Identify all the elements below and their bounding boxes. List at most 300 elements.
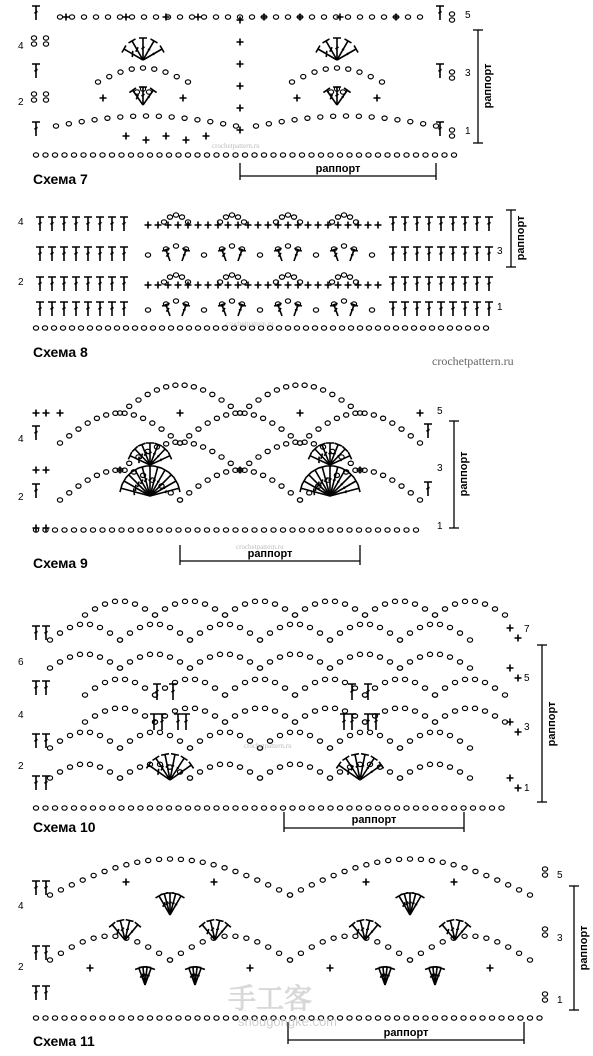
chain-stitch	[195, 118, 200, 122]
chain-stitch	[227, 652, 232, 656]
double-crochet	[143, 46, 164, 60]
scheme-10-row-4: 4	[18, 710, 24, 721]
chain-stitch	[145, 308, 150, 312]
chain-stitch	[173, 273, 178, 277]
chain-stitch	[233, 124, 238, 128]
chain-stitch	[207, 625, 212, 629]
chain-stitch	[284, 385, 289, 389]
chain-stitch	[225, 15, 230, 19]
double-crochet	[72, 247, 80, 261]
chain-stitch	[167, 215, 172, 219]
scheme-8-row-2: 2	[18, 277, 24, 288]
chain-stitch	[81, 153, 86, 157]
chain-stitch	[312, 70, 317, 74]
chain-stitch	[456, 326, 461, 330]
chain-stitch	[452, 709, 457, 713]
chain-stitch	[142, 607, 147, 611]
double-crochet	[425, 217, 433, 231]
double-crochet	[150, 714, 158, 730]
chain-stitch	[247, 631, 252, 635]
chain-stitch	[132, 680, 137, 684]
chain-stitch	[182, 677, 187, 681]
chain-stitch	[173, 299, 178, 303]
chain-stitch	[412, 709, 417, 713]
single-crochet	[245, 282, 252, 289]
scheme-7-horizontal-rapport: раппорт	[315, 163, 361, 175]
chain-stitch	[332, 599, 337, 603]
chain-stitch	[407, 958, 412, 962]
single-crochet	[235, 282, 242, 289]
chain-stitch	[145, 392, 150, 396]
chain-stitch	[480, 1016, 485, 1020]
chain-stitch	[289, 80, 294, 84]
chain-stitch	[201, 308, 206, 312]
chain-stitch	[127, 739, 132, 743]
chain-stitch	[462, 599, 467, 603]
chain-stitch	[33, 1016, 38, 1020]
chain-stitch	[233, 153, 238, 157]
chain-stitch	[69, 326, 74, 330]
chain-stitch	[205, 478, 210, 482]
chain-stitch	[397, 776, 402, 780]
chain-stitch	[407, 739, 412, 743]
chain-stitch	[92, 714, 97, 718]
chain-stitch	[100, 806, 105, 810]
chain-stitch	[317, 770, 322, 774]
chain-stitch	[495, 940, 500, 944]
single-crochet	[195, 222, 202, 229]
chain-stitch	[285, 213, 290, 217]
chain-stitch	[67, 655, 72, 659]
chain-stitch	[325, 421, 330, 425]
chain-stitch	[347, 153, 352, 157]
scheme-10-row-6: 6	[18, 657, 24, 668]
chain-stitch	[157, 528, 162, 532]
double-crochet	[473, 247, 481, 261]
chain-stitch	[257, 308, 262, 312]
chain-stitch	[390, 478, 395, 482]
single-crochet	[335, 282, 342, 289]
chain-stitch	[369, 308, 374, 312]
chain-stitch	[369, 115, 374, 119]
double-crochet	[32, 681, 40, 695]
chain-stitch	[353, 934, 358, 938]
chain-stitch	[173, 244, 178, 248]
single-crochet	[33, 467, 40, 474]
scheme-10-row-5: 5	[524, 673, 530, 684]
chain-stitch	[451, 806, 456, 810]
chain-stitch	[179, 215, 184, 219]
chain-stitch	[228, 461, 233, 465]
scheme-10-row-3: 3	[524, 722, 530, 733]
double-crochet	[122, 46, 143, 60]
chain-stitch	[347, 806, 352, 810]
chain-stitch	[204, 806, 209, 810]
chain-stitch	[292, 720, 297, 724]
chain-stitch	[318, 153, 323, 157]
chain-stitch	[467, 746, 472, 750]
chain-stitch	[33, 806, 38, 810]
chain-stitch	[266, 122, 271, 126]
double-crochet	[337, 46, 358, 60]
chain-stitch	[219, 455, 224, 459]
chain-stitch	[542, 867, 547, 871]
chain-stitch	[392, 677, 397, 681]
chain-stitch	[251, 470, 256, 474]
chain-stitch	[196, 484, 201, 488]
scheme-9-row-2: 2	[18, 492, 24, 503]
chain-stitch	[484, 936, 489, 940]
chain-stitch	[386, 858, 391, 862]
chain-stitch	[408, 434, 413, 438]
chain-stitch	[420, 326, 425, 330]
chain-stitch	[138, 1016, 143, 1020]
chain-stitch	[140, 416, 145, 420]
chain-stitch	[117, 638, 122, 642]
double-crochet	[84, 302, 92, 316]
chain-stitch	[277, 625, 282, 629]
chain-stitch	[280, 153, 285, 157]
double-crochet	[425, 277, 433, 291]
single-crochet	[237, 61, 244, 68]
chain-stitch	[386, 945, 391, 949]
chain-stitch	[339, 326, 344, 330]
chain-stitch	[154, 388, 159, 392]
chain-stitch	[408, 491, 413, 495]
chain-stitch	[266, 883, 271, 887]
chain-stitch	[341, 213, 346, 217]
chain-stitch	[90, 1016, 95, 1020]
chain-stitch	[327, 776, 332, 780]
chain-stitch	[237, 655, 242, 659]
chain-stitch	[371, 413, 376, 417]
chain-stitch	[482, 709, 487, 713]
chain-stitch	[413, 528, 418, 532]
single-crochet	[87, 965, 94, 972]
chain-stitch	[94, 473, 99, 477]
chain-stitch	[187, 746, 192, 750]
chain-stitch	[271, 528, 276, 532]
chain-stitch	[233, 528, 238, 532]
chain-stitch	[187, 638, 192, 642]
chain-stitch	[80, 940, 85, 944]
chain-stitch	[279, 215, 284, 219]
chain-stitch	[90, 153, 95, 157]
chain-stitch	[432, 613, 437, 617]
chain-stitch	[252, 677, 257, 681]
chain-stitch	[287, 652, 292, 656]
chain-stitch	[153, 15, 158, 19]
chain-stitch	[69, 15, 74, 19]
double-crochet	[84, 217, 92, 231]
double-crochet	[32, 986, 40, 1000]
double-crochet	[32, 776, 40, 790]
chain-stitch	[343, 114, 348, 118]
single-crochet	[195, 282, 202, 289]
chain-stitch	[367, 652, 372, 656]
chain-stitch	[129, 15, 134, 19]
chain-stitch	[69, 883, 74, 887]
chain-stitch	[473, 934, 478, 938]
chain-stitch	[201, 253, 206, 257]
chain-stitch	[167, 958, 172, 962]
scheme-9-row-1: 1	[437, 521, 443, 532]
chain-stitch	[161, 220, 166, 224]
chain-stitch	[449, 18, 454, 22]
chain-stitch	[142, 686, 147, 690]
single-crochet	[507, 625, 514, 632]
chain-stitch	[95, 80, 100, 84]
chain-stitch	[380, 473, 385, 477]
chain-stitch	[442, 1016, 447, 1020]
chain-stitch	[227, 622, 232, 626]
chain-stitch	[67, 625, 72, 629]
chain-stitch	[185, 1016, 190, 1020]
double-crochet	[337, 39, 351, 60]
chain-stitch	[118, 70, 123, 74]
chain-stitch	[357, 15, 362, 19]
chain-stitch	[302, 686, 307, 690]
chain-stitch	[77, 730, 82, 734]
single-crochet	[180, 95, 187, 102]
single-crochet	[123, 14, 130, 21]
chain-stitch	[117, 746, 122, 750]
chain-stitch	[127, 631, 132, 635]
chain-stitch	[492, 686, 497, 690]
chain-stitch	[542, 992, 547, 996]
chain-stitch	[223, 1016, 228, 1020]
double-crochet	[42, 986, 50, 1000]
double-crochet	[36, 217, 44, 231]
chain-stitch	[112, 677, 117, 681]
double-crochet	[120, 277, 128, 291]
double-crochet	[120, 247, 128, 261]
chain-stitch	[43, 1016, 48, 1020]
double-crochet	[42, 776, 50, 790]
chain-stitch	[129, 67, 134, 71]
chain-stitch	[159, 427, 164, 431]
chain-stitch	[71, 1016, 76, 1020]
chain-stitch	[390, 421, 395, 425]
chain-stitch	[518, 1016, 523, 1020]
chain-stitch	[480, 806, 485, 810]
double-crochet	[401, 247, 409, 261]
chain-stitch	[307, 765, 312, 769]
chain-stitch	[489, 1016, 494, 1020]
chain-stitch	[117, 15, 122, 19]
chain-stitch	[52, 528, 57, 532]
chain-stitch	[423, 153, 428, 157]
chain-stitch	[329, 220, 334, 224]
chain-stitch	[394, 153, 399, 157]
chain-stitch	[353, 866, 358, 870]
chain-stitch	[47, 746, 52, 750]
chain-stitch	[305, 116, 310, 120]
double-crochet	[424, 424, 432, 438]
chain-stitch	[342, 869, 347, 873]
chain-stitch	[213, 326, 218, 330]
chain-stitch	[195, 528, 200, 532]
chain-stitch	[527, 958, 532, 962]
chain-stitch	[201, 15, 206, 19]
chain-stitch	[62, 1016, 67, 1020]
chain-stitch	[277, 655, 282, 659]
chain-stitch	[47, 958, 52, 962]
chain-stitch	[242, 153, 247, 157]
chain-stitch	[290, 153, 295, 157]
chain-stitch	[156, 857, 161, 861]
chain-stitch	[143, 114, 148, 118]
chain-stitch	[309, 15, 314, 19]
chain-stitch	[318, 806, 323, 810]
scheme-9-title: Схема 9	[33, 555, 88, 571]
chain-stitch	[147, 806, 152, 810]
chain-stitch	[280, 806, 285, 810]
chain-stitch	[122, 599, 127, 603]
chain-stitch	[157, 730, 162, 734]
chain-stitch	[362, 613, 367, 617]
chain-stitch	[157, 153, 162, 157]
chain-stitch	[330, 392, 335, 396]
double-crochet	[485, 217, 493, 231]
chain-stitch	[348, 326, 353, 330]
bottom-watermark-cn: 手工客	[228, 983, 313, 1014]
double-crochet	[108, 247, 116, 261]
chain-stitch	[228, 404, 233, 408]
chain-stitch	[200, 445, 205, 449]
chain-stitch	[309, 528, 314, 532]
chain-stitch	[57, 770, 62, 774]
double-crochet	[413, 217, 421, 231]
chain-stitch	[345, 15, 350, 19]
chain-stitch	[313, 308, 318, 312]
chain-stitch	[257, 776, 262, 780]
single-crochet	[515, 729, 522, 736]
chain-stitch	[274, 388, 279, 392]
chain-stitch	[407, 857, 412, 861]
chain-stitch	[372, 686, 377, 690]
chain-stitch	[352, 607, 357, 611]
double-crochet	[143, 39, 157, 60]
chain-stitch	[411, 326, 416, 330]
chain-stitch	[375, 153, 380, 157]
chain-stitch	[276, 951, 281, 955]
chain-stitch	[156, 951, 161, 955]
chain-stitch	[200, 388, 205, 392]
chain-stitch	[122, 706, 127, 710]
chain-stitch	[244, 936, 249, 940]
chain-stitch	[429, 945, 434, 949]
scheme-10-horizontal-rapport: раппорт	[351, 814, 397, 826]
chain-stitch	[242, 709, 247, 713]
chain-stitch	[164, 442, 169, 446]
chain-stitch	[42, 326, 47, 330]
chain-stitch	[257, 638, 262, 642]
chain-stitch	[337, 528, 342, 532]
double-crochet	[108, 277, 116, 291]
chain-stitch	[229, 299, 234, 303]
chain-stitch	[128, 1016, 133, 1020]
double-crochet	[340, 714, 348, 730]
single-crochet	[255, 282, 262, 289]
chain-stitch	[256, 455, 261, 459]
chain-stitch	[367, 622, 372, 626]
chain-stitch	[457, 631, 462, 635]
chain-stitch	[366, 326, 371, 330]
chain-stitch	[537, 1016, 542, 1020]
double-crochet	[48, 302, 56, 316]
chain-stitch	[279, 119, 284, 123]
chain-stitch	[440, 940, 445, 944]
chain-stitch	[247, 404, 252, 408]
chain-stitch	[261, 528, 266, 532]
double-crochet	[449, 247, 457, 261]
chain-stitch	[241, 220, 246, 224]
chain-stitch	[177, 631, 182, 635]
single-crochet	[374, 95, 381, 102]
chain-stitch	[399, 427, 404, 431]
double-crochet	[389, 217, 397, 231]
double-crochet	[318, 466, 330, 496]
chain-stitch	[247, 770, 252, 774]
chain-stitch	[107, 74, 112, 78]
chain-stitch	[204, 1016, 209, 1020]
chain-stitch	[382, 116, 387, 120]
scheme-7-vertical-rapport: раппорт	[482, 63, 494, 109]
chain-stitch	[90, 806, 95, 810]
chain-stitch	[366, 153, 371, 157]
chain-stitch	[105, 15, 110, 19]
chain-stitch	[87, 622, 92, 626]
single-crochet	[165, 282, 172, 289]
chain-stitch	[147, 528, 152, 532]
single-crochet	[265, 282, 272, 289]
chain-stitch	[447, 625, 452, 629]
chain-stitch	[394, 528, 399, 532]
chain-stitch	[489, 806, 494, 810]
chain-stitch	[449, 134, 454, 138]
scheme-9-row-5: 5	[437, 406, 443, 417]
double-crochet	[437, 217, 445, 231]
chain-stitch	[385, 153, 390, 157]
double-crochet	[437, 302, 445, 316]
double-crochet	[316, 46, 337, 60]
scheme-7-row-4: 4	[18, 41, 24, 52]
chain-stitch	[207, 733, 212, 737]
bottom-watermark-site: shougongke.com	[238, 1014, 338, 1029]
chain-stitch	[191, 442, 196, 446]
chain-stitch	[138, 153, 143, 157]
chain-stitch	[527, 893, 532, 897]
scheme-11	[18, 857, 590, 1049]
chain-stitch	[147, 153, 152, 157]
chain-stitch	[392, 599, 397, 603]
double-crochet	[182, 714, 190, 730]
chain-stitch	[169, 115, 174, 119]
chain-stitch	[318, 528, 323, 532]
chain-stitch	[235, 275, 240, 279]
scheme-8-stitches	[33, 213, 493, 330]
single-crochet	[155, 222, 162, 229]
chain-stitch	[187, 666, 192, 670]
single-crochet	[245, 222, 252, 229]
chain-stitch	[167, 655, 172, 659]
chain-stitch	[422, 607, 427, 611]
chain-stitch	[449, 12, 454, 16]
chain-stitch	[256, 398, 261, 402]
chain-stitch	[422, 686, 427, 690]
chain-stitch	[342, 934, 347, 938]
